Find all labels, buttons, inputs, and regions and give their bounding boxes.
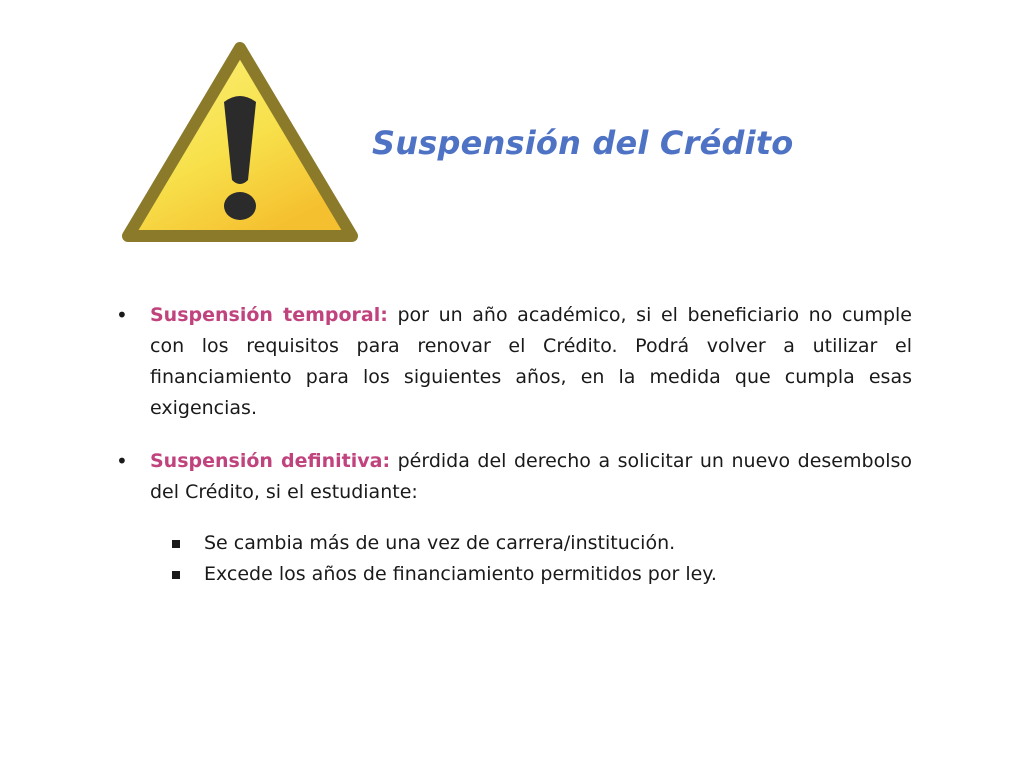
warning-icon — [120, 40, 360, 250]
sublist-item — [172, 559, 912, 590]
list-item-temporal — [112, 300, 912, 424]
sublist-item-text: Se cambia más de una vez de carrera/institución. — [204, 532, 676, 554]
term-label: Suspensión definitiva: — [150, 450, 391, 472]
square-bullet-icon — [172, 571, 180, 579]
slide-body — [112, 300, 912, 590]
list-item-definitiva — [112, 446, 912, 508]
bullet-text: por un año académico, si el beneficiario no cumple con los requisitos para renovar el Crédito. Podrá volver a utilizar el financiamiento para los siguientes años, en la medida que cumpla esas exigencias. — [150, 304, 912, 419]
sublist-item-text: Excede los años de financiamiento permitidos por ley. — [204, 563, 717, 585]
exclamation-dot — [224, 192, 256, 220]
term-label: Suspensión temporal: — [150, 304, 388, 326]
bullet-icon: • — [116, 303, 128, 327]
page-title: Suspensión del Crédito — [372, 124, 794, 162]
bullet-text: pérdida del derecho a solicitar un nuevo desembolso del Crédito, si el estudiante: — [150, 450, 912, 503]
sublist — [112, 528, 912, 590]
sublist-item — [172, 528, 912, 559]
square-bullet-icon — [172, 540, 180, 548]
bullet-icon: • — [116, 449, 128, 473]
